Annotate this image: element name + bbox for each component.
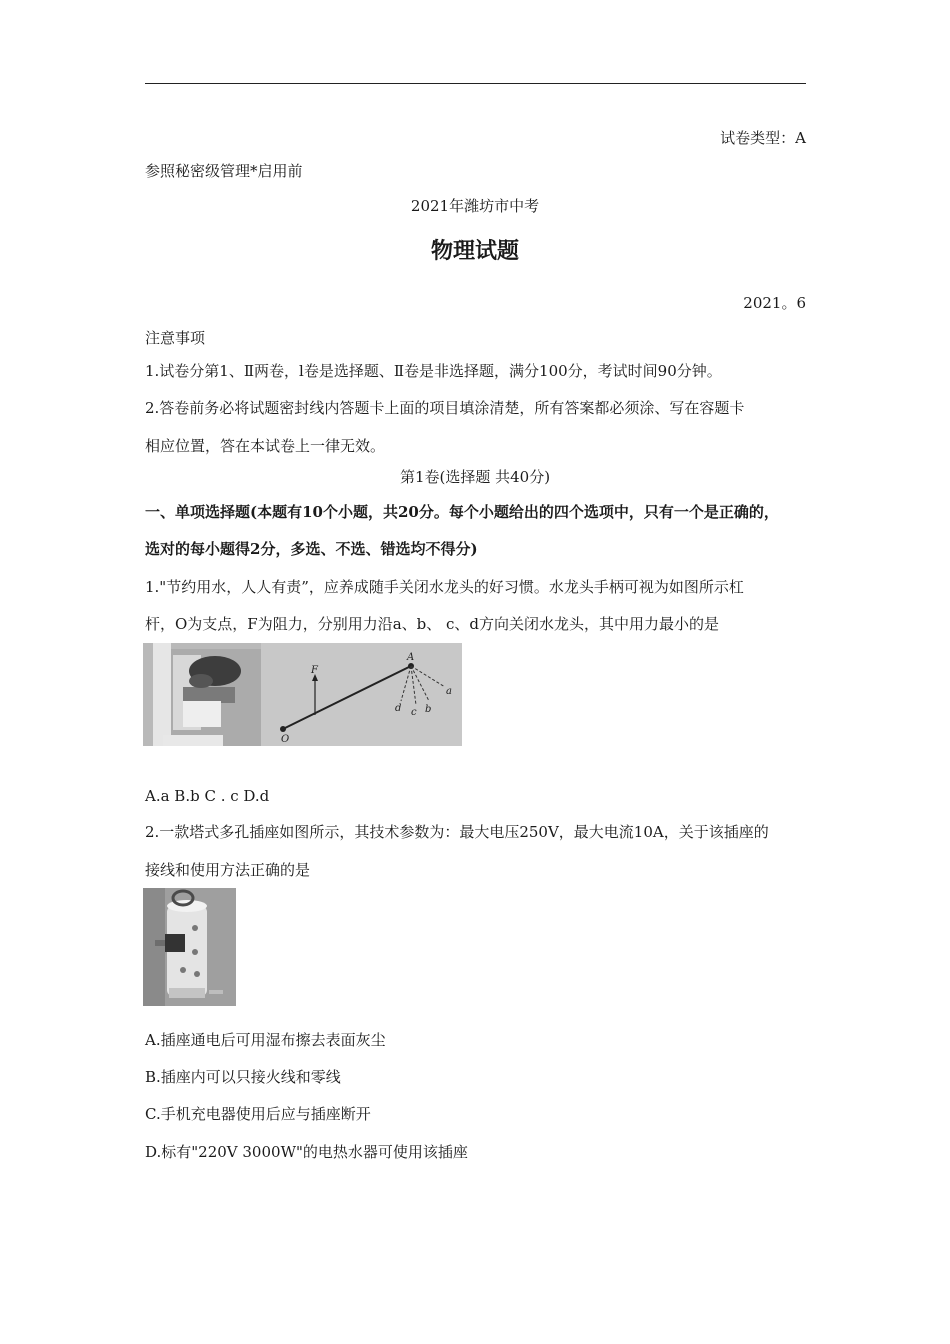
label-dir-a: a: [446, 686, 452, 697]
q2-figure: [143, 888, 236, 1006]
paper-type: 试卷类型：A: [720, 129, 806, 147]
exam-title: 物理试题: [430, 238, 519, 264]
lever-diagram: [143, 643, 462, 746]
q2-stem-line-1: 2.一款塔式多孔插座如图所示，其技术参数为：最大电压250V，最大电流10A，关于该插座的: [145, 823, 769, 841]
volume-heading: 第1卷(选择题 共40分): [399, 468, 551, 486]
q2-option-d: D.标有"220V 3000W"的电热水器可使用该插座: [145, 1143, 468, 1161]
exam-date: 2021。6: [743, 294, 806, 312]
q2-stem-line-2: 接线和使用方法正确的是: [145, 861, 311, 879]
notes-item-1: 1.试卷分第1、Ⅱ两卷，l卷是选择题、Ⅱ卷是非选择题，满分100分，考试时间90分钟。: [145, 362, 722, 380]
q1-stem-line-2: 杆，O为支点，F为阻力，分别用力沿a、b、 c、d方向关闭水龙头，其中用力最小的是: [145, 615, 720, 633]
exam-subtitle: 2021年潍坊市中考: [410, 197, 540, 215]
q2-option-c: C.手机充电器使用后应与插座断开: [145, 1105, 371, 1123]
q2-option-a: A.插座通电后可用湿布擦去表面灰尘: [145, 1031, 386, 1049]
label-dir-b: b: [425, 704, 432, 715]
label-a-point: A: [407, 652, 415, 663]
notes-heading: 注意事项: [145, 329, 206, 347]
power-strip-photo: [143, 888, 236, 1006]
label-dir-c: c: [411, 707, 417, 718]
q2-option-b: B.插座内可以只接火线和零线: [145, 1068, 341, 1086]
label-f: F: [311, 665, 318, 676]
notes-item-2-line-2: 相应位置，答在本试卷上一律无效。: [145, 437, 386, 455]
top-rule: [145, 83, 806, 84]
q1-figure: [143, 643, 462, 746]
part1-instructions-line-2: 选对的每小题得2分，多选、不选、错选均不得分): [145, 540, 478, 558]
label-o: O: [281, 734, 290, 745]
part1-instructions-line-1: 一、单项选择题(本题有10个小题，共20分。每个小题给出的四个选项中，只有一个是正确的，: [145, 503, 779, 521]
q1-options: A.a B.b C . c D.d: [145, 787, 270, 805]
secrecy-label: 参照秘密级管理*启用前: [145, 162, 303, 180]
notes-item-2-line-1: 2.答卷前务必将试题密封线内答题卡上面的项目填涂清楚，所有答案都必须涂、写在容题卡: [145, 399, 745, 417]
q1-stem-line-1: 1."节约用水，人人有责”，应养成随手关闭水龙头的好习惯。水龙头手柄可视为如图所示杠: [145, 578, 744, 596]
label-dir-d: d: [395, 703, 402, 714]
